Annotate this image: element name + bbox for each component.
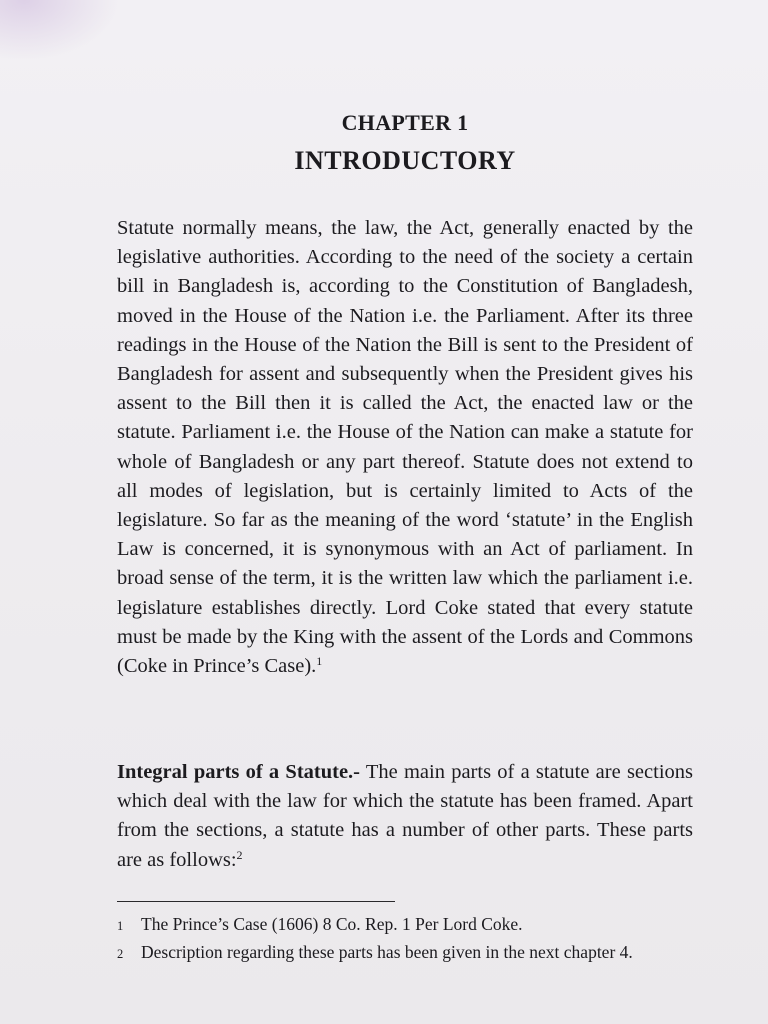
paragraph-lead-heading: Integral parts of a Statute.- [117,761,361,783]
footnote-ref-2: 2 [236,847,243,862]
footnote-divider [117,901,395,902]
footnote [117,912,701,937]
chapter-title: INTRODUCTORY [294,146,516,175]
paragraph-statute-definition [117,214,693,681]
footnote-text: Description regarding these parts has been given in the next chapter 4. [141,942,633,962]
paragraph-text: The main parts of a statute are sections which deal with the law for which the statute has been framed. Apart from the sections, a statute has a number of other parts. These parts are as follows: [117,761,693,871]
footnote-text: The Prince’s Case (1606) 8 Co. Rep. 1 Per Lord Coke. [141,914,523,934]
footnote-ref-1: 1 [316,654,323,669]
footnotes [117,912,701,968]
footnote-number: 2 [117,947,124,961]
footnote-number: 1 [117,919,124,933]
paragraph-text: Statute normally means, the law, the Act, generally enacted by the legislative authorities. According to the need of the society a certain bill in Bangladesh is, according to the Constitution of Bangladesh, moved in the House of the Nation i.e. the Parliament. After its three readings in the House of the Nation the Bill is sent to the President of Bangladesh for assent and subsequently when the President gives his assent to the Bill then it is called the Act, the enacted law or the statute. Parliament i.e. the House of the Nation can make a statute for whole of Bangladesh or any part thereof. Statute does not extend to all modes of legislation, but is certainly limited to Acts of the legislature. So far as the meaning of the word ‘statute’ in the English Law is concerned, it is synonymous with an Act of parliament. In broad sense of the term, it is the written law which the parliament i.e. legislature establishes directly. Lord Coke stated that every statute must be made by the King with the assent of the Lords and Commons (Coke in Prince’s Case). [117,217,693,678]
paragraph-integral-parts [117,758,693,875]
footnote [117,940,701,965]
chapter-number: CHAPTER 1 [341,110,469,135]
